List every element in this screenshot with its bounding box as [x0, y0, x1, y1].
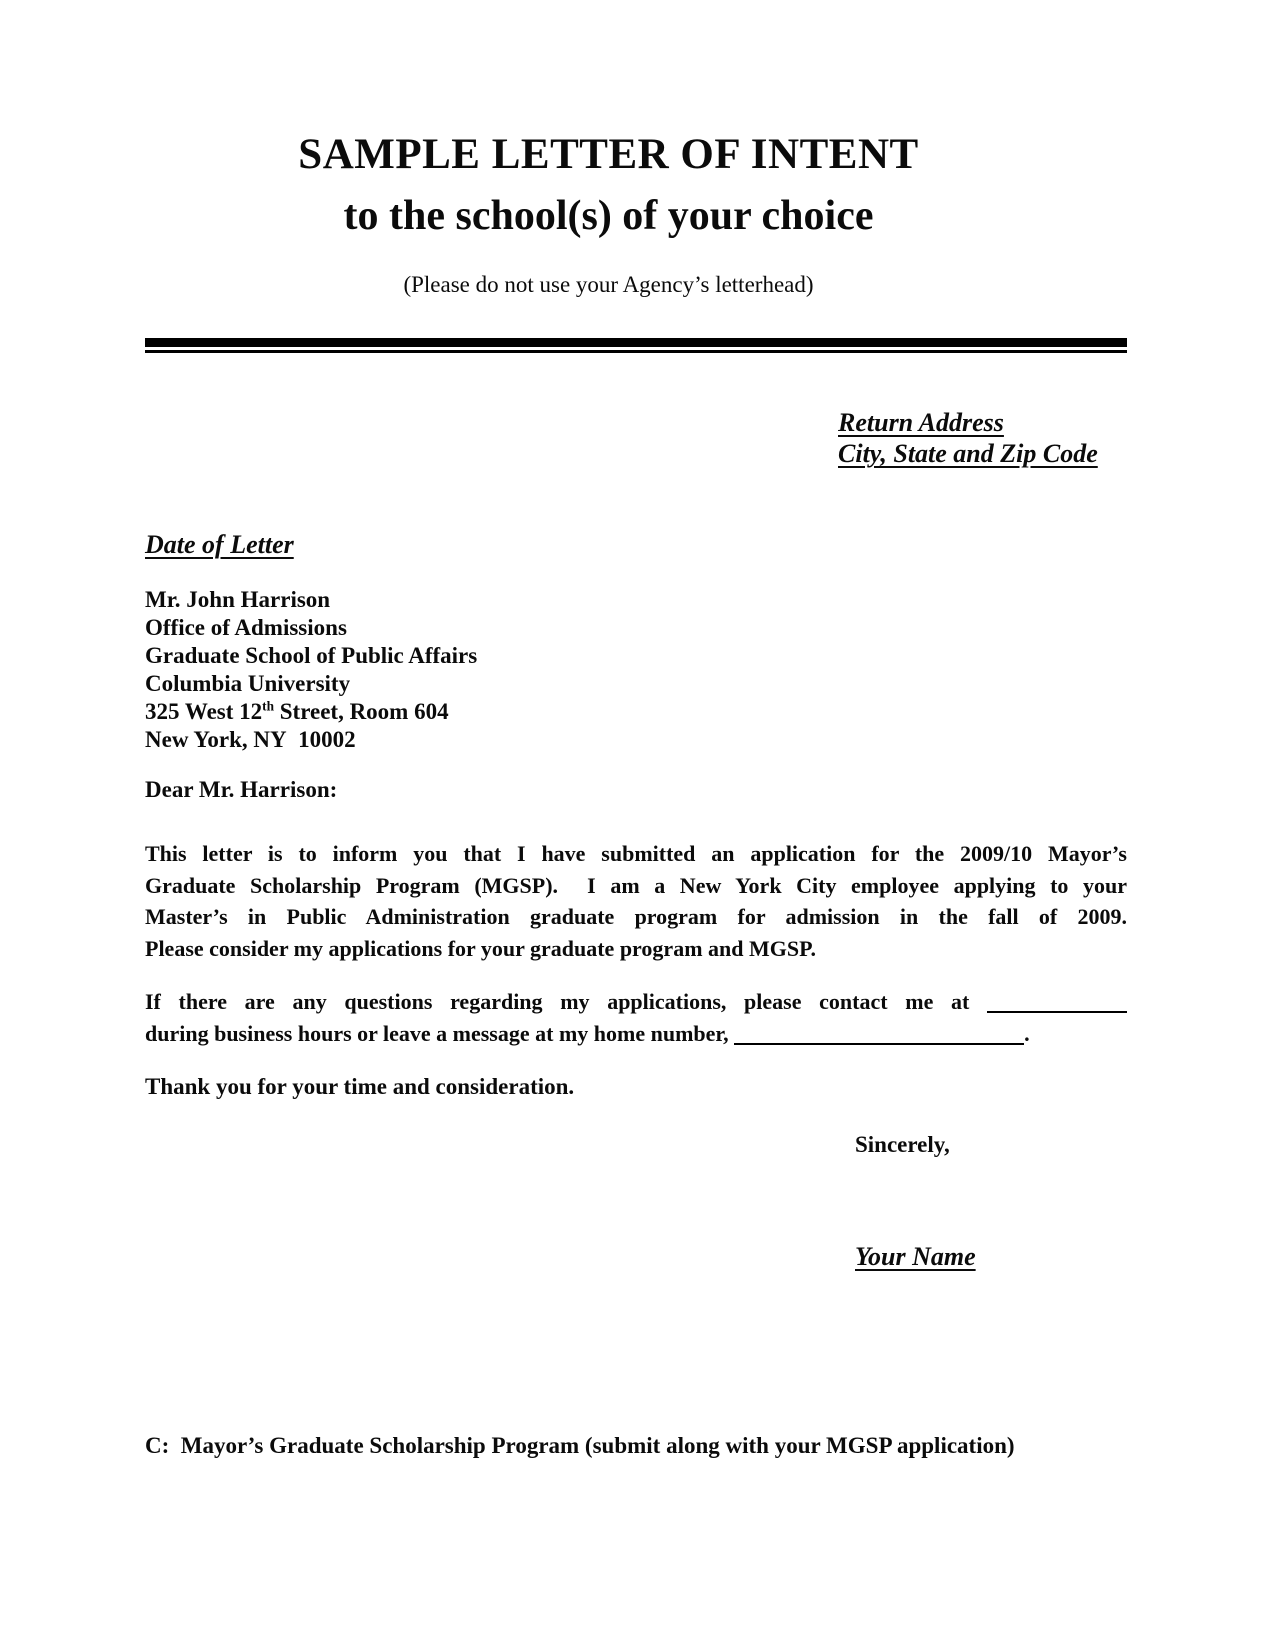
paragraph2-line1 — [145, 986, 1127, 1018]
city-state-zip-placeholder: City, State and Zip Code — [838, 439, 1098, 468]
closing-thanks: Thank you for your time and consideration. — [145, 1074, 575, 1099]
paragraph1-line4: Please consider my applications for your graduate program and MGSP. — [145, 935, 817, 961]
work-phone-blank — [987, 1009, 1127, 1013]
recipient-office: Office of Admissions — [145, 615, 347, 640]
date-of-letter-placeholder: Date of Letter — [145, 530, 294, 559]
divider-rule — [145, 338, 1127, 353]
return-address-placeholder: Return Address — [838, 408, 1004, 437]
recipient-university: Columbia University — [145, 671, 351, 696]
body-paragraph-2 — [145, 986, 1127, 1049]
contact-text: If there are any questions regarding my applications, please contact me at — [145, 989, 970, 1014]
letter-content — [145, 128, 1127, 1460]
paragraph2-line2 — [145, 1018, 1127, 1050]
recipient-school: Graduate School of Public Affairs — [145, 643, 478, 668]
paragraph1-line2: Graduate Scholarship Program (MGSP). I am a New York City employee applying to your — [145, 872, 1127, 898]
home-number-text: during business hours or leave a message at my home number, — [145, 1020, 729, 1046]
page-title-line2: to the school(s) of your choice — [343, 193, 874, 239]
recipient-street — [145, 698, 1127, 726]
salutation: Dear Mr. Harrison: — [145, 777, 338, 802]
letter-header — [145, 128, 1127, 300]
signature-name-placeholder: Your Name — [855, 1242, 976, 1271]
page-title: SAMPLE LETTER OF INTENT — [298, 131, 919, 178]
letterhead-note: (Please do not use your Agency’s letterhead) — [403, 272, 814, 297]
recipient-city-state-zip: New York, NY 10002 — [145, 727, 356, 752]
paragraph1-line1: This letter is to inform you that I have submitted an application for the 2009/10 Mayor’s — [145, 841, 1127, 866]
carbon-copy-line: C: Mayor’s Graduate Scholarship Program (submit along with your MGSP application) — [145, 1433, 1015, 1458]
body-paragraph-1 — [145, 838, 1127, 964]
street-rest: Street, Room 604 — [274, 699, 449, 724]
street-number: 325 West 12 — [145, 699, 263, 724]
recipient-name: Mr. John Harrison — [145, 587, 331, 612]
home-phone-blank — [734, 1041, 1024, 1045]
signoff: Sincerely, — [855, 1132, 950, 1157]
recipient-address-block — [145, 586, 1127, 754]
return-address-block — [838, 407, 1127, 469]
ordinal-suffix: th — [262, 698, 274, 714]
sentence-period: . — [1024, 1020, 1030, 1046]
paragraph1-line3: Master’s in Public Administration graduate program for admission in the fall of 2009. — [145, 904, 1127, 929]
